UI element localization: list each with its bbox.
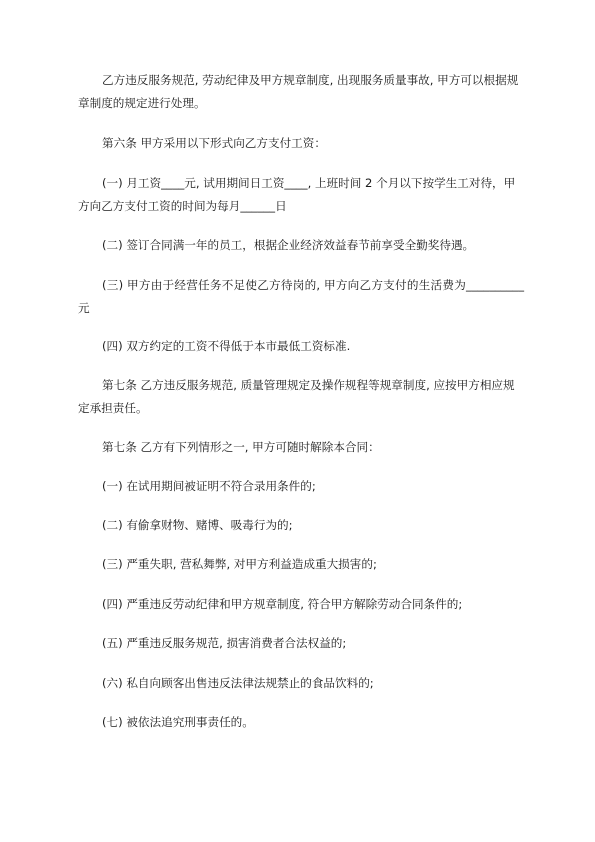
paragraph-article-7-termination: 第七条 乙方有下列情形之一, 甲方可随时解除本合同： <box>102 440 380 454</box>
paragraph-article-6: 第六条 甲方采用以下形式向乙方支付工资： <box>102 136 326 150</box>
paragraph-salary-monthly: (一) 月工资____元, 试用期间日工资____, 上班时间 2 个月以下按学生工对待，甲方向乙方支付工资的时间为每月______日 <box>78 176 516 213</box>
paragraph-annual-bonus: (二) 签订合同满一年的员工，根据企业经济效益春节前享受全勤奖待遇。 <box>102 238 475 252</box>
paragraph-article-7-responsibility: 第七条 乙方违反服务规范, 质量管理规定及操作规程等规章制度, 应按甲方相应规定承担责任。 <box>78 378 515 415</box>
paragraph-standby-allowance: (三) 甲方由于经营任务不足使乙方待岗的, 甲方向乙方支付的生活费为__________元 <box>78 278 524 315</box>
paragraph-item-6: (六) 私自向顾客出售违反法律法规禁止的食品饮料的; <box>102 676 374 690</box>
paragraph-minimum-wage: (四) 双方约定的工资不得低于本市最低工资标准. <box>102 339 351 353</box>
paragraph-item-2: (二) 有偷拿财物、赌博、吸毒行为的; <box>102 518 293 532</box>
paragraph-service-violation: 乙方违反服务规范, 劳动纪律及甲方规章制度, 出现服务质量事故, 甲方可以根据规章制度的规定进行处理。 <box>78 73 519 110</box>
paragraph-item-3: (三) 严重失职, 营私舞弊, 对甲方利益造成重大损害的; <box>102 557 377 571</box>
paragraph-item-7: (七) 被依法追究刑事责任的。 <box>102 715 254 729</box>
paragraph-item-1: (一) 在试用期间被证明不符合录用条件的; <box>102 479 316 493</box>
paragraph-item-5: (五) 严重违反服务规范, 损害消费者合法权益的; <box>102 636 347 650</box>
paragraph-item-4: (四) 严重违反劳动纪律和甲方规章制度, 符合甲方解除劳动合同条件的; <box>102 597 463 611</box>
